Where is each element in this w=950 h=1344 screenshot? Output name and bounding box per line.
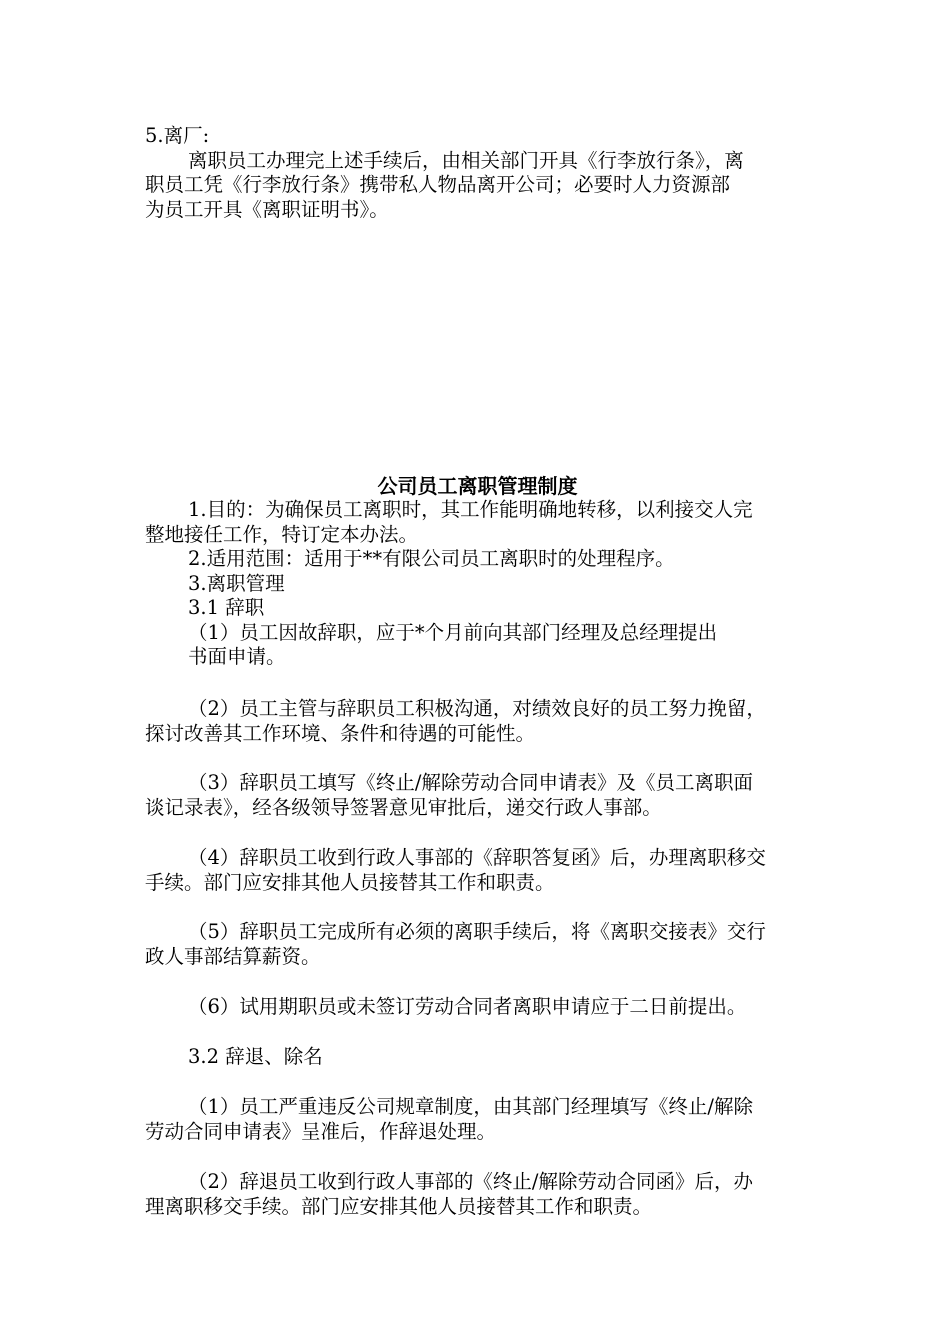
paragraph-line: （2）员工主管与辞职员工积极沟通，对绩效良好的员工努力挽留， — [188, 697, 766, 720]
intro-section — [145, 498, 810, 670]
purpose-line: 1.目的：为确保员工离职时，其工作能明确地转移，以利接交人完 — [188, 498, 753, 521]
resign-item-3 — [145, 771, 810, 820]
paragraph-line: 手续。部门应安排其他人员接替其工作和职责。 — [145, 870, 555, 894]
purpose-line: 整地接任工作，特订定本办法。 — [145, 522, 419, 546]
paragraph-line: （6）试用期职员或未签订劳动合同者离职申请应于二日前提出。 — [188, 995, 747, 1018]
paragraph-line: 政人事部结算薪资。 — [145, 944, 321, 968]
paragraph-line: 职员工凭《行李放行条》携带私人物品离开公司；必要时人力资源部 — [145, 173, 731, 196]
resign-item-5 — [145, 920, 810, 969]
paragraph-line: 为员工开具《离职证明书》。 — [145, 197, 389, 221]
resign-item-1-line: 书面申请。 — [188, 645, 286, 668]
resign-item-2 — [145, 697, 810, 746]
paragraph-line: （5）辞职员工完成所有必须的离职手续后，将《离职交接表》交行 — [188, 920, 766, 943]
paragraph-line: （1）员工严重违反公司规章制度，由其部门经理填写《终止/解除 — [188, 1095, 753, 1118]
section-5-heading: 5.离厂: — [145, 124, 210, 147]
scope-line: 2.适用范围：适用于**有限公司员工离职时的处理程序。 — [188, 547, 675, 570]
dismiss-item-1 — [145, 1095, 810, 1144]
paragraph-line: （3）辞职员工填写《终止/解除劳动合同申请表》及《员工离职面 — [188, 771, 753, 794]
paragraph-line: （4）辞职员工收到行政人事部的《辞职答复函》后，办理离职移交 — [188, 846, 766, 869]
dismiss-heading: 3.2 辞退、除名 — [188, 1045, 323, 1068]
paragraph-line: 探讨改善其工作环境、条件和待遇的可能性。 — [145, 721, 536, 745]
paragraph-line: 谈记录表》，经各级领导签署意见审批后，递交行政人事部。 — [145, 795, 662, 819]
paragraph-line: 离职员工办理完上述手续后，由相关部门开具《行李放行条》，离 — [188, 148, 744, 172]
management-heading: 3.离职管理 — [188, 571, 285, 595]
resign-item-1-line: （1）员工因故辞职，应于*个月前向其部门经理及总经理提出 — [188, 620, 718, 644]
resign-item-4 — [145, 846, 810, 895]
document-title: 公司员工离职管理制度 — [377, 474, 578, 498]
paragraph-line: （2）辞退员工收到行政人事部的《终止/解除劳动合同函》后，办 — [188, 1170, 753, 1193]
resign-heading: 3.1 辞职 — [188, 596, 265, 619]
dismiss-item-2 — [145, 1170, 810, 1219]
paragraph-line: 劳动合同申请表》呈准后，作辞退处理。 — [145, 1119, 497, 1143]
dismiss-section — [145, 1045, 810, 1070]
paragraph-line: 理离职移交手续。部门应安排其他人员接替其工作和职责。 — [145, 1194, 653, 1218]
resign-item-6 — [145, 995, 810, 1020]
section-5 — [145, 124, 810, 222]
